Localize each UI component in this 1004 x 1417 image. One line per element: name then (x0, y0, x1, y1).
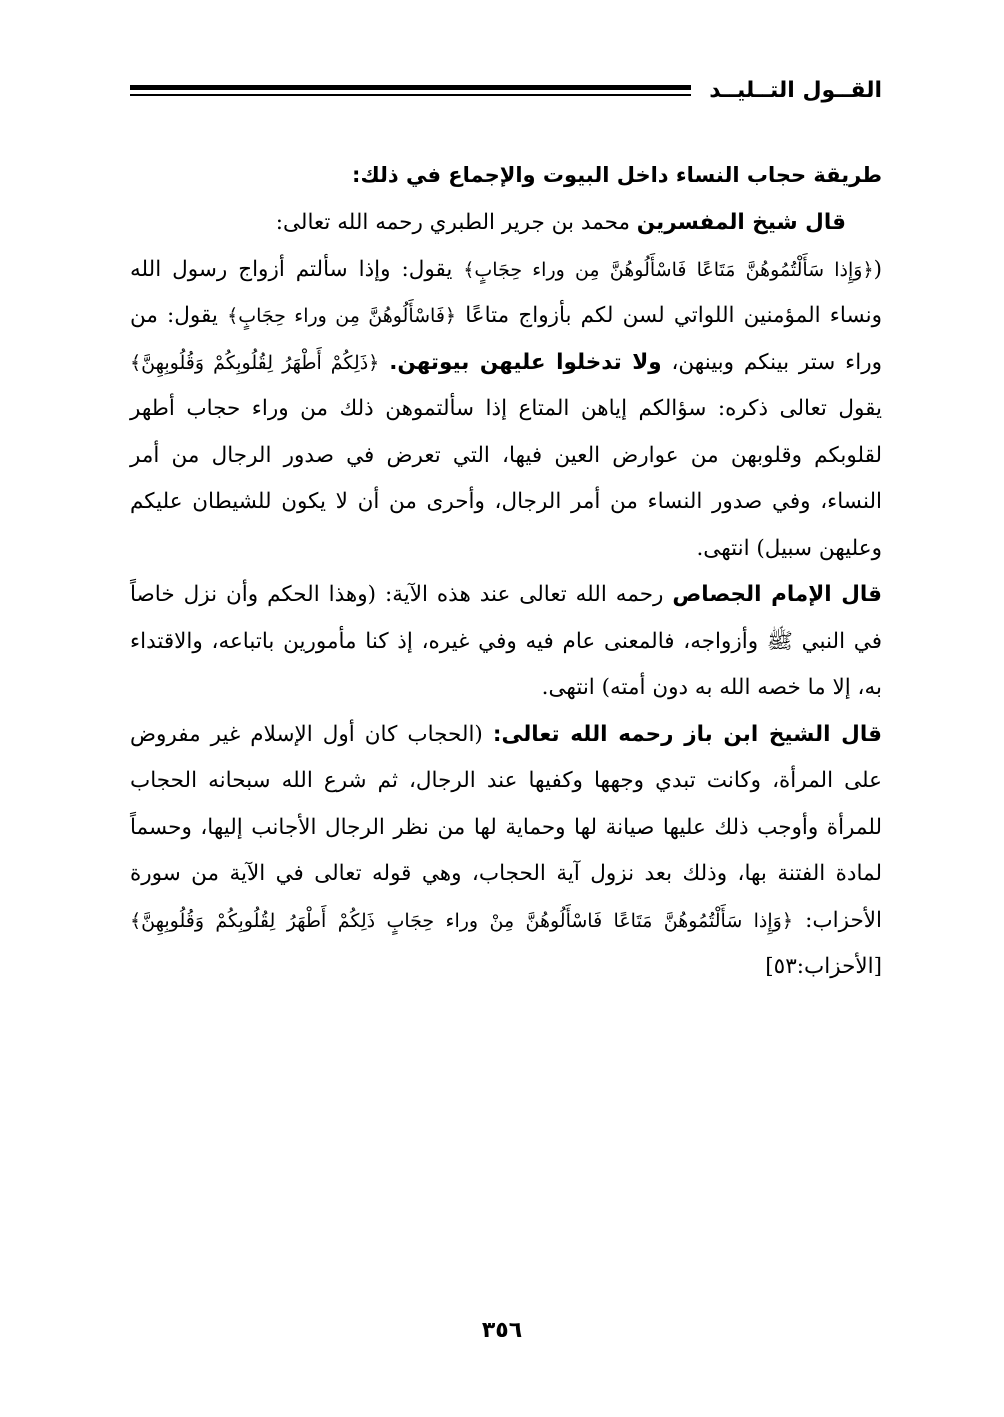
tabari-bold-phrase: ولا تدخلوا عليهن بيوتهن. (389, 349, 662, 375)
binbaz-text: (الحجاب كان أول الإسلام غير مفروض على المرأة، وكانت تبدي وجهها وكفيها عند الرجال، ثم شرع الله سبحانه الحجاب للمرأة وأوجب ذلك عليها صيانة لها وحماية لها من نظر الرجال الأجانب إليها، وحسماً لمادة الفتنة بها، وذلك بعد نزول آية الحجاب، وهي قوله تعالى في الآية من سورة الأحزاب: (130, 721, 882, 933)
section-heading: طريقة حجاب النساء داخل البيوت والإجماع في ذلك: (352, 163, 882, 187)
surah-reference: [الأحزاب:٥٣] (765, 954, 882, 979)
page-number: ٣٥٦ (481, 1318, 523, 1343)
tabari-space (379, 350, 389, 375)
tabari-paragraph (130, 200, 882, 572)
header-rule (130, 85, 691, 96)
running-header (130, 70, 882, 110)
quran-verse-3: ﴿ذَلِكُمْ أَطْهَرُ لِقُلُوبِكُمْ وَقُلُوبِهِنَّ﴾ (130, 351, 380, 374)
tabari-text-3: يقول تعالى ذكره: سؤالكم إياهن المتاع إذا سألتموهن ذلك من وراء حجاب أطهر لقلوبكم وقلوبهن من عوارض العين فيها، التي تعرض في صدور الرجال من أمر النساء، وفي صدور النساء من أمر الرجال، وأحرى من أن لا يكون للشيطان عليكم وعليهن سبيل) انتهى. (130, 396, 882, 561)
tabari-text-1: يقول: وإذا سألتم أزواج رسول الله ونساء المؤمنين اللواتي لسن لكم بأزواج متاعًا (130, 256, 882, 328)
page-body (130, 150, 882, 991)
quran-verse-4: ﴿وَإِذا سَأَلْتُمُوهُنَّ مَتَاعًا فَاسْأَلُوهُنَّ مِنْ وراء حِجَابٍ ذَلِكُمْ أَطْهَرُ لِقُلُوبِكُمْ وَقُلُوبِهِنَّ﴾ (130, 909, 793, 932)
binbaz-paragraph (130, 712, 882, 991)
quran-verse-2: ﴿فَاسْأَلُوهُنَّ مِن وراء حِجَابٍ﴾ (227, 305, 457, 327)
jassas-paragraph (130, 572, 882, 712)
quran-verse-1: ﴿وَإِذا سَأَلْتُمُوهُنَّ مَتَاعًا فَاسْأَلُوهُنَّ مِن وراء حِجَابٍ﴾ (463, 258, 874, 281)
binbaz-speaker: قال الشيخ ابن باز رحمه الله تعالى: (492, 721, 882, 747)
book-title: القــول التــليــد (709, 77, 882, 103)
tabari-intro: محمد بن جرير الطبري رحمه الله تعالى: (275, 210, 637, 235)
tabari-text-2: يقول: من وراء ستر بينكم وبينهن، (130, 303, 882, 375)
paren-open: ( (873, 256, 882, 282)
jassas-speaker: قال الإمام الجصاص (672, 582, 882, 607)
jassas-text: رحمه الله تعالى عند هذه الآية: (وهذا الحكم وأن نزل خاصاً في النبي ﷺ وأزواجه، فالمعنى عام فيه وفي غيره، إذ كنا مأمورين باتباعه، والاقتداء به، إلا ما خصه الله به دون أمته) انتهى. (130, 582, 882, 700)
tabari-speaker: قال شيخ المفسرين (636, 210, 846, 235)
